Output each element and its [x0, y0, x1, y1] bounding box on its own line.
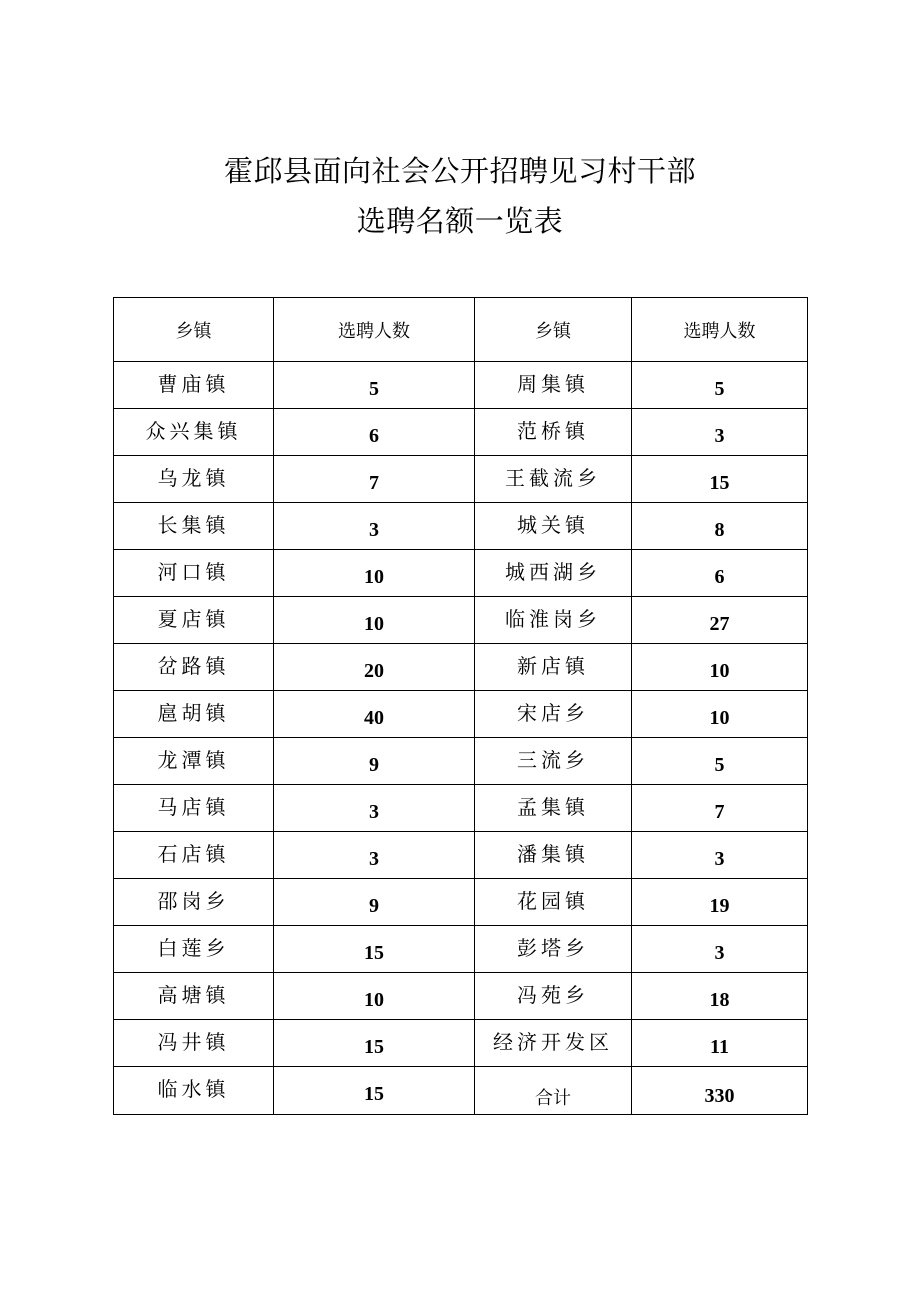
town-name-right: 经济开发区: [493, 1029, 613, 1054]
table-cell: [114, 879, 274, 926]
town-name-left: 龙潭镇: [157, 747, 230, 772]
count-left: 9: [369, 753, 379, 776]
table-cell: [632, 738, 808, 785]
table-row: [114, 550, 808, 597]
table-cell: [274, 785, 475, 832]
header-town-left: 乡镇: [114, 298, 274, 362]
table-cell: [114, 503, 274, 550]
town-name-left: 岔路镇: [157, 653, 230, 678]
town-name-right: 临淮岗乡: [505, 606, 601, 631]
town-name-right: 新店镇: [517, 653, 589, 678]
table-cell: [475, 785, 632, 832]
town-name-right: 城关镇: [517, 512, 589, 537]
count-right: 6: [714, 565, 725, 588]
table-cell: [114, 1020, 274, 1067]
table-row: [114, 973, 808, 1020]
table-cell: [475, 879, 632, 926]
table-cell: [632, 879, 808, 926]
count-right: 11: [710, 1035, 729, 1058]
town-name-left: 马店镇: [157, 794, 230, 819]
table-cell: [475, 1067, 632, 1115]
table-cell: [274, 1067, 475, 1115]
count-right: 10: [709, 659, 730, 682]
table-cell: [274, 832, 475, 879]
town-name-right: 三流乡: [517, 747, 589, 772]
table-cell: [114, 738, 274, 785]
table-cell: [114, 785, 274, 832]
table-cell: [274, 1020, 475, 1067]
count-right: 3: [714, 941, 725, 964]
table-header-row: [114, 298, 808, 362]
table-cell: [632, 362, 808, 409]
table-cell: [114, 691, 274, 738]
count-left: 9: [369, 894, 379, 917]
count-right: 10: [709, 706, 730, 729]
count-left: 3: [369, 847, 379, 870]
count-left: 10: [364, 565, 384, 588]
town-name-left: 高塘镇: [157, 982, 230, 1007]
table-cell: [274, 456, 475, 503]
table-cell: [632, 503, 808, 550]
total-label: 合计: [535, 1087, 571, 1109]
title-line-1: 霍邱县面向社会公开招聘见习村干部: [223, 154, 696, 188]
header-town-right: 乡镇: [475, 298, 632, 362]
count-left: 3: [369, 518, 379, 541]
table-cell: [475, 409, 632, 456]
table-cell: [274, 503, 475, 550]
table-row: [114, 362, 808, 409]
table-cell: [475, 738, 632, 785]
table-cell: [475, 926, 632, 973]
town-name-left: 河口镇: [157, 559, 230, 584]
table-cell: [114, 973, 274, 1020]
town-name-left: 邵岗乡: [157, 888, 230, 913]
town-name-left: 石店镇: [157, 841, 230, 866]
town-name-right: 孟集镇: [517, 794, 589, 819]
count-right: 27: [709, 612, 730, 635]
quota-table: [113, 297, 808, 1115]
town-name-left: 白莲乡: [157, 935, 230, 960]
count-right: 8: [714, 518, 725, 541]
table-cell: [475, 973, 632, 1020]
table-cell: [114, 362, 274, 409]
table-body: [114, 362, 808, 1115]
table-cell: [475, 503, 632, 550]
count-left: 15: [364, 941, 384, 964]
count-right: 5: [714, 753, 725, 776]
town-name-left: 临水镇: [157, 1077, 230, 1101]
table-row: [114, 926, 808, 973]
count-right: 7: [714, 800, 725, 823]
table-cell: [114, 409, 274, 456]
table-cell: [274, 691, 475, 738]
table-cell: [475, 644, 632, 691]
count-right: 15: [709, 471, 730, 494]
table-cell: [274, 409, 475, 456]
table-cell: [475, 456, 632, 503]
table-row: [114, 738, 808, 785]
count-left: 10: [364, 612, 384, 635]
table-row: [114, 409, 808, 456]
town-name-left: 冯井镇: [157, 1029, 230, 1054]
table-cell: [475, 597, 632, 644]
table-cell: [114, 1067, 274, 1115]
table-row: [114, 503, 808, 550]
count-left: 15: [364, 1083, 384, 1105]
town-name-right: 城西湖乡: [505, 559, 601, 584]
count-right: 19: [709, 894, 730, 917]
table-cell: [114, 832, 274, 879]
table-cell: [475, 550, 632, 597]
table-cell: [114, 926, 274, 973]
table-cell: [632, 1020, 808, 1067]
table-cell: [632, 785, 808, 832]
table-cell: [632, 832, 808, 879]
town-name-left: 乌龙镇: [157, 465, 230, 490]
count-right: 3: [714, 847, 725, 870]
table-row: [114, 456, 808, 503]
table-row: [114, 691, 808, 738]
count-left: 7: [369, 471, 379, 494]
count-right: 3: [714, 424, 725, 447]
count-left: 6: [369, 424, 379, 447]
count-right: 5: [714, 377, 725, 400]
table-row: [114, 644, 808, 691]
table-cell: [274, 973, 475, 1020]
town-name-right: 彭塔乡: [517, 935, 589, 960]
table-cell: [632, 456, 808, 503]
table-row: [114, 832, 808, 879]
table-row: [114, 785, 808, 832]
table-cell: [274, 879, 475, 926]
town-name-right: 王截流乡: [505, 465, 601, 490]
table-row-total: [114, 1067, 808, 1115]
table-cell: [114, 550, 274, 597]
count-left: 10: [364, 988, 384, 1011]
table-cell: [632, 409, 808, 456]
table-cell: [632, 597, 808, 644]
table-cell: [274, 926, 475, 973]
table-cell: [475, 362, 632, 409]
town-name-right: 周集镇: [517, 371, 589, 396]
table-cell: [274, 644, 475, 691]
total-count: 330: [704, 1085, 735, 1107]
town-name-left: 曹庙镇: [157, 371, 230, 396]
count-right: 18: [709, 988, 730, 1011]
table-cell: [114, 644, 274, 691]
table-cell: [274, 550, 475, 597]
table-cell: [632, 973, 808, 1020]
table-cell: [475, 691, 632, 738]
table-cell: [114, 597, 274, 644]
town-name-right: 花园镇: [517, 888, 589, 913]
table-cell: [632, 691, 808, 738]
table-cell: [274, 738, 475, 785]
count-left: 20: [364, 659, 384, 682]
table-cell: [475, 1020, 632, 1067]
title-line-2: 选聘名额一览表: [356, 204, 564, 238]
town-name-left: 扈胡镇: [157, 700, 230, 725]
table-cell: [632, 644, 808, 691]
table-row: [114, 597, 808, 644]
table-cell: [475, 832, 632, 879]
table-cell: [632, 550, 808, 597]
count-left: 40: [364, 706, 384, 729]
table-cell: [274, 597, 475, 644]
town-name-right: 潘集镇: [517, 841, 589, 866]
table-cell: [632, 1067, 808, 1115]
header-count-left: 选聘人数: [274, 298, 475, 362]
town-name-left: 夏店镇: [157, 606, 230, 631]
table-cell: [114, 456, 274, 503]
town-name-right: 范桥镇: [517, 418, 589, 443]
town-name-right: 宋店乡: [517, 700, 589, 725]
table-cell: [632, 926, 808, 973]
table-row: [114, 1020, 808, 1067]
table-row: [114, 879, 808, 926]
town-name-right: 冯苑乡: [517, 982, 589, 1007]
count-left: 5: [369, 377, 379, 400]
document-title: [0, 146, 920, 246]
count-left: 3: [369, 800, 379, 823]
header-count-right: 选聘人数: [632, 298, 808, 362]
town-name-left: 众兴集镇: [145, 418, 242, 443]
count-left: 15: [364, 1035, 384, 1058]
town-name-left: 长集镇: [157, 512, 230, 537]
table-cell: [274, 362, 475, 409]
